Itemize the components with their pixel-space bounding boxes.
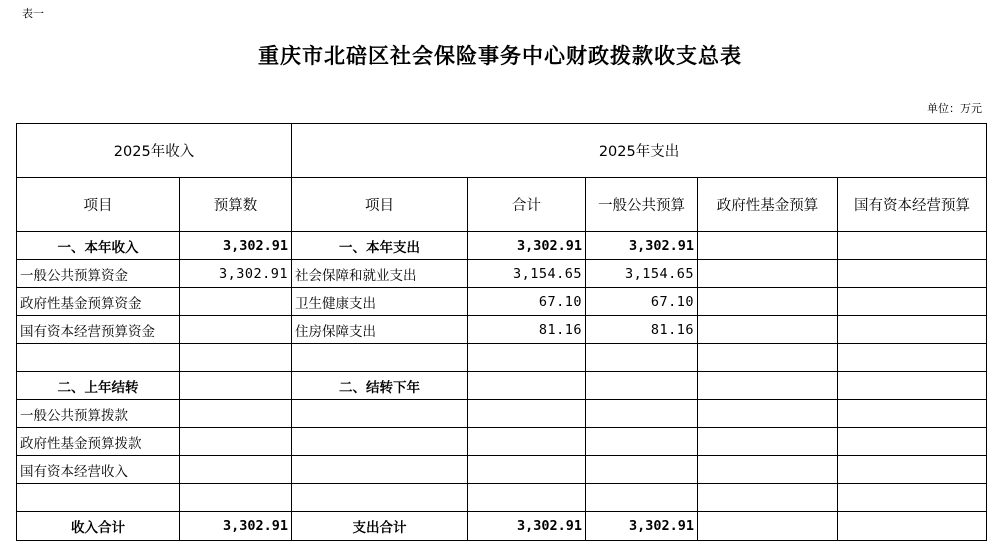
- table-row: [17, 484, 987, 512]
- cell-in-val: [180, 344, 292, 372]
- cell-ex-item: 卫生健康支出: [292, 288, 468, 316]
- cell-ex-state: [838, 512, 987, 541]
- cell-ex-item: [292, 428, 468, 456]
- cell-in-item: 一般公共预算资金: [17, 260, 180, 288]
- cell-in-val: [180, 428, 292, 456]
- cell-in-val: 3,302.91: [180, 512, 292, 541]
- cell-ex-item: 住房保障支出: [292, 316, 468, 344]
- cell-in-item: 国有资本经营预算资金: [17, 316, 180, 344]
- cell-ex-general: 67.10: [586, 288, 698, 316]
- cell-ex-state: [838, 260, 987, 288]
- header-row-groups: [17, 124, 987, 178]
- cell-ex-state: [838, 372, 987, 400]
- table-row-total: [17, 512, 987, 541]
- cell-in-val: 3,302.91: [180, 260, 292, 288]
- cell-ex-item: [292, 484, 468, 512]
- cell-ex-gov: [698, 232, 838, 260]
- cell-ex-state: [838, 484, 987, 512]
- cell-ex-item: [292, 344, 468, 372]
- cell-in-item: 国有资本经营收入: [17, 456, 180, 484]
- cell-in-item: 政府性基金预算资金: [17, 288, 180, 316]
- fiscal-summary-table: [16, 123, 987, 541]
- cell-in-val: 3,302.91: [180, 232, 292, 260]
- cell-ex-item: 一、本年支出: [292, 232, 468, 260]
- cell-ex-gov: [698, 456, 838, 484]
- cell-ex-state: [838, 288, 987, 316]
- table-row: [17, 288, 987, 316]
- cell-ex-total: [468, 428, 586, 456]
- table-row: [17, 344, 987, 372]
- cell-ex-state: [838, 400, 987, 428]
- cell-in-item: 一般公共预算拨款: [17, 400, 180, 428]
- cell-ex-total: [468, 400, 586, 428]
- cell-ex-state: [838, 316, 987, 344]
- cell-ex-total: 3,302.91: [468, 512, 586, 541]
- cell-ex-total: 67.10: [468, 288, 586, 316]
- cell-ex-gov: [698, 260, 838, 288]
- cell-ex-gov: [698, 484, 838, 512]
- col-state-capital-budget: 国有资本经营预算: [838, 178, 987, 232]
- cell-ex-general: 81.16: [586, 316, 698, 344]
- col-income-budget: 预算数: [180, 178, 292, 232]
- cell-ex-state: [838, 428, 987, 456]
- cell-in-val: [180, 400, 292, 428]
- page-title: 重庆市北碚区社会保险事务中心财政拨款收支总表: [258, 43, 742, 68]
- cell-ex-item: 二、结转下年: [292, 372, 468, 400]
- cell-ex-gov: [698, 344, 838, 372]
- cell-ex-general: 3,302.91: [586, 512, 698, 541]
- expense-group-header: 2025年支出: [292, 124, 987, 178]
- cell-ex-total: [468, 484, 586, 512]
- cell-in-val: [180, 288, 292, 316]
- cell-ex-total: 81.16: [468, 316, 586, 344]
- cell-ex-item: [292, 400, 468, 428]
- table-row: [17, 456, 987, 484]
- table-row: [17, 372, 987, 400]
- cell-in-item: 政府性基金预算拨款: [17, 428, 180, 456]
- cell-in-item: 二、上年结转: [17, 372, 180, 400]
- cell-ex-general: [586, 400, 698, 428]
- cell-ex-general: [586, 344, 698, 372]
- unit-label: 单位：万元: [927, 102, 982, 115]
- cell-ex-total: 3,302.91: [468, 232, 586, 260]
- col-total: 合计: [468, 178, 586, 232]
- cell-ex-gov: [698, 428, 838, 456]
- cell-ex-gov: [698, 372, 838, 400]
- header-row-columns: [17, 178, 987, 232]
- cell-ex-total: [468, 372, 586, 400]
- cell-ex-total: [468, 344, 586, 372]
- table-row: [17, 260, 987, 288]
- cell-in-val: [180, 316, 292, 344]
- cell-ex-total: 3,154.65: [468, 260, 586, 288]
- income-group-header: 2025年收入: [17, 124, 292, 178]
- cell-in-val: [180, 456, 292, 484]
- cell-in-item: [17, 344, 180, 372]
- cell-ex-general: 3,154.65: [586, 260, 698, 288]
- cell-ex-gov: [698, 512, 838, 541]
- cell-ex-state: [838, 456, 987, 484]
- table-row: [17, 232, 987, 260]
- cell-ex-gov: [698, 316, 838, 344]
- cell-ex-state: [838, 344, 987, 372]
- cell-in-item: 一、本年收入: [17, 232, 180, 260]
- table-row: [17, 400, 987, 428]
- table-row: [17, 316, 987, 344]
- cell-ex-item: 支出合计: [292, 512, 468, 541]
- cell-ex-state: [838, 232, 987, 260]
- cell-ex-total: [468, 456, 586, 484]
- table-row: [17, 428, 987, 456]
- cell-ex-item: [292, 456, 468, 484]
- cell-ex-general: 3,302.91: [586, 232, 698, 260]
- cell-ex-item: 社会保障和就业支出: [292, 260, 468, 288]
- col-gov-fund-budget: 政府性基金预算: [698, 178, 838, 232]
- cell-in-item: [17, 484, 180, 512]
- cell-ex-general: [586, 456, 698, 484]
- cell-in-val: [180, 372, 292, 400]
- cell-in-item: 收入合计: [17, 512, 180, 541]
- col-general-budget: 一般公共预算: [586, 178, 698, 232]
- cell-in-val: [180, 484, 292, 512]
- cell-ex-general: [586, 484, 698, 512]
- col-income-item: 项目: [17, 178, 180, 232]
- col-expense-item: 项目: [292, 178, 468, 232]
- cell-ex-gov: [698, 400, 838, 428]
- cell-ex-gov: [698, 288, 838, 316]
- cell-ex-general: [586, 372, 698, 400]
- table-number: 表一: [22, 7, 44, 20]
- cell-ex-general: [586, 428, 698, 456]
